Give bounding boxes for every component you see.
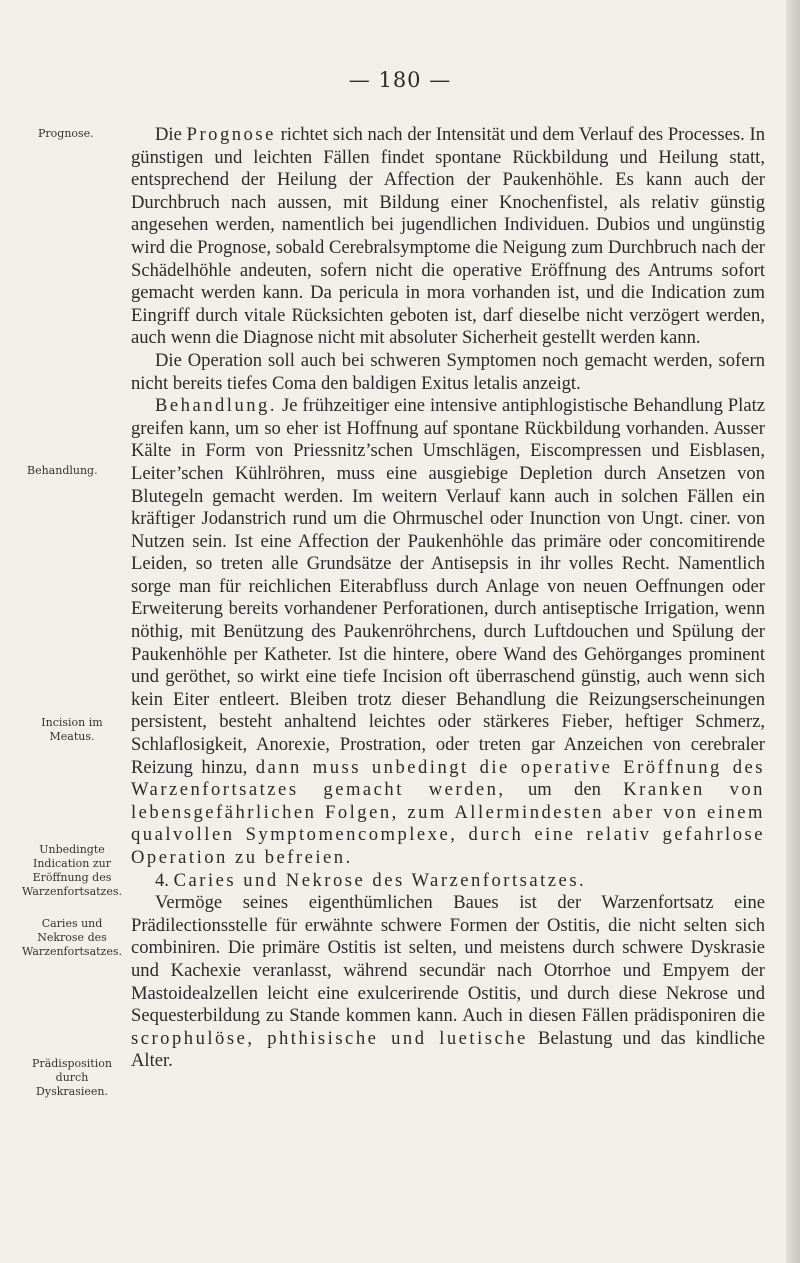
- text-run: Je frühzeitiger eine intensive antiphlogistische Behandlung Platz greifen kann, um so eher ist Hoffnung auf spontane Rückbildung vorhanden. Ausser Kälte in Form von Priessnitz’schen Umschlägen, Eiscompressen und Eisblasen, Leiter’schen Kühlröhren, muss eine ausgiebige Depletion durch Ansetzen von Blutegeln gemacht werden. Im weitern Verlauf kann auch in solchen Fällen ein kräftiger Jodanstrich rund um die Ohrmuschel oder Inunction von Ungt. ciner. von Nutzen sein. Ist eine Affection der Paukenhöhle das primäre oder concomitirende Leiden, so treten alle Grundsätze der Antisepsis in ihr volles Recht. Namentlich sorge man für reichlichen Eiterabfluss durch Anlage von neuen Oeffnungen oder Erweiterung bereits vorhandener Perforationen, durch antiseptische Irrigation, wenn nöthig, mit Benützung des Paukenröhrchens, durch Luftdouchen und Spülung der Paukenhöhle per Katheter. Ist die hintere, obere Wand des Gehörganges prominent und geröthet, so wirkt eine tiefe Incision oft überraschend günstig, auch wenn sich kein Eiter entleert. Bleiben trotz dieser Behandlung die Reizungserscheinungen persistent, besteht anhaltend leichtes oder stärkeres Fieber, heftiger Schmerz, Schlaflosigkeit, Anorexie, Prostration, oder treten gar Anzeichen von cerebraler Reizung hinzu,: [131, 395, 765, 778]
- margin-note-praedisposition: Prädisposition durch Dyskrasieen.: [32, 1057, 112, 1098]
- spaced-heading-prognose: Prognose: [186, 124, 276, 145]
- paragraph-behandlung: [131, 395, 765, 869]
- text-run: Belastung und das kindliche Alter.: [131, 1027, 765, 1072]
- paragraph-prognose: [131, 124, 765, 350]
- text-run: Vermöge seines eigenthümlichen Baues ist der Warzenfortsatz eine Prädilectionsstelle für erwähnte schwere Formen der Ostitis, die nicht selten sich combiniren. Die primäre Ostitis ist selten, und meistens durch schwere Dyskrasie und Kachexie veranlasst, während secundär nach Otorrhoe und Empyem der Mastoidealzellen leicht eine exulcerirende Ostitis, und durch diese Nekrose und Sequesterbildung zu Stande kommen kann. Auch in diesen Fällen prädisponiren die: [131, 892, 765, 1027]
- spaced-emphasis: scrophulöse, phthisische und luetische: [131, 1027, 528, 1049]
- spaced-heading-behandlung: Behandlung.: [155, 395, 278, 417]
- page-edge-shadow: [786, 0, 800, 1263]
- spaced-emphasis: dann muss unbedingt die operative Eröffnung des Warzenfortsatzes gemacht werden,: [131, 756, 765, 801]
- text-run: um den: [527, 779, 601, 801]
- page-number: — 180 —: [348, 68, 452, 92]
- margin-note-prognose: Prognose.: [38, 127, 94, 140]
- spaced-emphasis: Kranken von lebensgefährlichen Folgen, zum Allermindesten aber von einem qualvollen Symptomencomplexe, durch eine relativ gefahrlose Operation zu befreien.: [131, 779, 765, 868]
- body-text: [131, 124, 765, 1073]
- margin-note-incision: Incision im Meatus.: [41, 716, 103, 743]
- paragraph-caries: [131, 892, 765, 1073]
- section-heading-caries: [131, 870, 765, 893]
- paragraph-operation: Die Operation soll auch bei schweren Symptomen noch gemacht werden, sofern nicht bereits tiefes Coma den baldigen Exitus letalis anzeigt.: [131, 349, 765, 394]
- section-title: Caries und Nekrose des Warzenfortsatzes.: [173, 869, 587, 891]
- margin-note-behandlung: Behandlung.: [27, 464, 98, 477]
- section-number: 4.: [155, 869, 169, 891]
- margin-note-unbedingte-indication: Unbedingte Indication zur Eröffnung des Warzenfortsatzes.: [22, 843, 122, 898]
- margin-note-caries: Caries und Nekrose des Warzenfortsatzes.: [22, 917, 122, 958]
- text-run: richtet sich nach der Intensität und dem Verlauf des Processes. In günstigen und leichten Fällen findet spontane Rückbildung und Heilung statt, entsprechend der Heilung der Affection der Paukenhöhle. Es kann auch der Durchbruch nach aussen, mit Bildung einer Knochenfistel, als relativ günstig angesehen werden, namentlich bei jugendlichen Individuen. Dubios und ungünstig wird die Prognose, sobald Cerebralsymptome die Neigung zum Durchbruch nach der Schädelhöhle andeuten, sofern nicht die operative Eröffnung des Antrums sofort gemacht werden kann. Da pericula in mora vorhanden ist, und die Indication zum Eingriff durch vitale Rücksichten geboten ist, darf dieselbe nicht verzögert werden, auch wenn die Diagnose nicht mit absoluter Sicherheit gestellt werden kann.: [131, 124, 765, 349]
- text-run: Die: [155, 124, 182, 145]
